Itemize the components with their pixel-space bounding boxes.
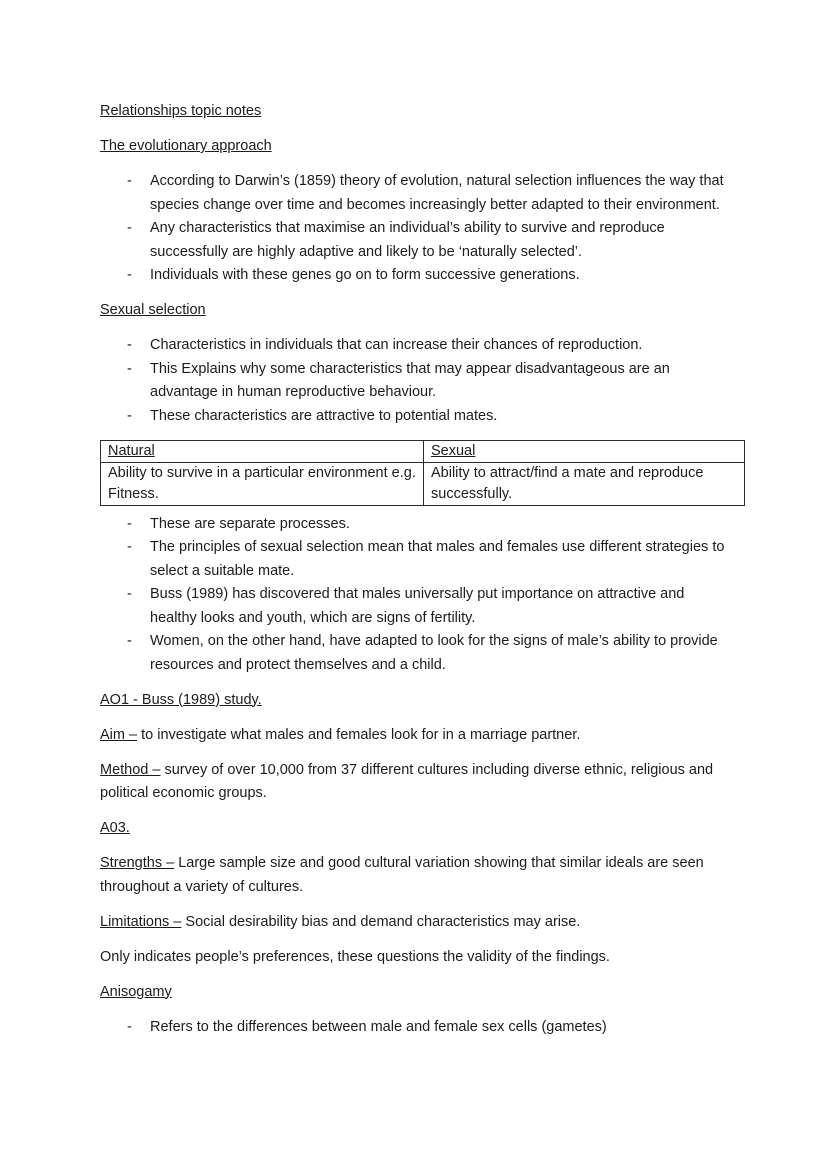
list-item-text: These are separate processes. (150, 515, 350, 532)
list-item (100, 358, 728, 405)
evolutionary-bullet-list (100, 170, 728, 288)
list-item-text: Women, on the other hand, have adapted to look for the signs of male’s ability to provide resources and protect themselves and a child. (150, 633, 718, 673)
table-header-row (101, 440, 745, 462)
sexual-selection-after-table-list (100, 513, 728, 678)
table-header-sexual (424, 440, 745, 462)
natural-vs-sexual-table (100, 440, 745, 506)
page-title: Relationships topic notes (100, 103, 262, 119)
bullet-dash: - (127, 337, 132, 353)
limitations-paragraph (100, 911, 728, 935)
list-item-text: Buss (1989) has discovered that males universally put importance on attractive and healthy looks and youth, which are signs of fertility. (150, 586, 685, 626)
limitations-text: Social desirability bias and demand characteristics may arise. (181, 913, 581, 930)
list-item-text: Refers to the differences between male and female sex cells (gametes) (150, 1018, 607, 1035)
list-item-text: This Explains why some characteristics that may appear disadvantageous are an advantage in human reproductive behaviour. (150, 360, 670, 400)
list-item-text: According to Darwin’s (1859) theory of evolution, natural selection influences the way that species change over time and becomes increasingly better adapted to their environment. (150, 173, 724, 213)
table-row (101, 462, 745, 505)
list-item (100, 536, 728, 583)
bullet-dash: - (127, 633, 132, 649)
method-text: survey of over 10,000 from 37 different cultures including diverse ethnic, religious and political economic groups. (100, 761, 714, 801)
table-cell-natural-desc: Ability to survive in a particular environment e.g. Fitness. (101, 462, 424, 505)
bullet-dash: - (127, 173, 132, 189)
list-item-text: Individuals with these genes go on to form successive generations. (150, 267, 580, 283)
list-item (100, 583, 728, 630)
sexual-selection-bullet-list (100, 334, 728, 428)
validity-note-paragraph: Only indicates people’s preferences, these questions the validity of the findings. (100, 948, 610, 965)
bullet-dash: - (127, 515, 132, 532)
strengths-label: Strengths – (100, 855, 175, 871)
strengths-paragraph (100, 852, 728, 899)
bullet-dash: - (127, 586, 132, 602)
table-cell-sexual-desc: Ability to attract/find a mate and reproduce successfully. (424, 462, 745, 505)
list-item-text: Characteristics in individuals that can increase their chances of reproduction. (150, 337, 643, 353)
heading-ao1-buss-study: AO1 - Buss (1989) study. (100, 691, 262, 708)
bullet-dash: - (127, 360, 132, 377)
list-item-text: Any characteristics that maximise an individual’s ability to survive and reproduce successfully are highly adaptive and likely to be ‘naturally selected’. (150, 220, 665, 260)
list-item (100, 170, 728, 217)
list-item (100, 1016, 728, 1040)
heading-anisogamy: Anisogamy (100, 983, 172, 1000)
aim-label: Aim – (100, 726, 138, 743)
limitations-label: Limitations – (100, 913, 182, 930)
bullet-dash: - (127, 267, 132, 283)
table-header-text: Sexual (431, 442, 476, 459)
table-header-text: Natural (108, 442, 155, 459)
anisogamy-bullet-list (100, 1016, 728, 1040)
list-item (100, 334, 728, 358)
list-item (100, 630, 728, 677)
list-item (100, 513, 728, 537)
heading-sexual-selection: Sexual selection (100, 302, 206, 318)
list-item-text: The principles of sexual selection mean that males and females use different strategies to select a suitable mate. (150, 539, 725, 579)
heading-ao3: A03. (100, 820, 130, 836)
aim-paragraph (100, 724, 728, 748)
aim-text: to investigate what males and females look for in a marriage partner. (137, 726, 581, 743)
table-header-natural (101, 440, 424, 462)
bullet-dash: - (127, 220, 132, 236)
list-item-text: These characteristics are attractive to potential mates. (150, 407, 498, 424)
bullet-dash: - (127, 539, 132, 555)
strengths-text: Large sample size and good cultural variation showing that similar ideals are seen throughout a variety of cultures. (100, 855, 704, 895)
list-item (100, 217, 728, 264)
bullet-dash: - (127, 407, 132, 424)
list-item (100, 405, 728, 429)
method-label: Method – (100, 761, 161, 778)
method-paragraph (100, 759, 728, 806)
heading-evolutionary-approach: The evolutionary approach (100, 138, 272, 154)
bullet-dash: - (127, 1018, 132, 1035)
list-item (100, 264, 728, 288)
